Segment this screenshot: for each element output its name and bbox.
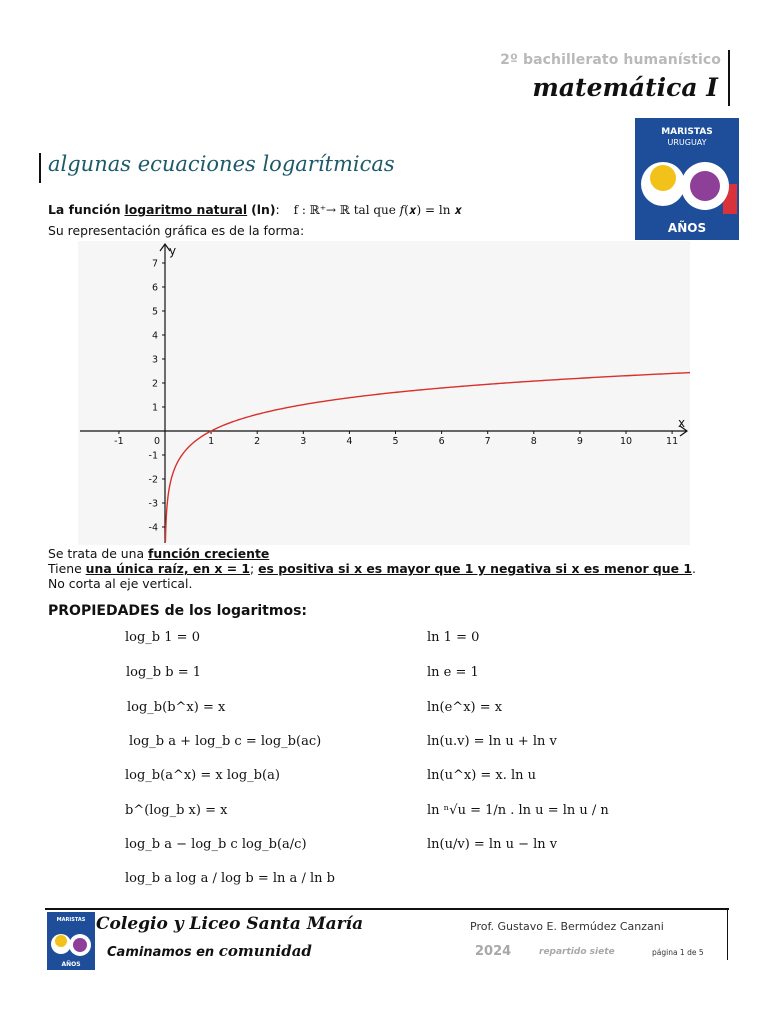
x-tick-label: 3 (300, 436, 307, 447)
x-tick-label: 10 (619, 436, 633, 447)
analysis-line-3: No corta al eje vertical. (48, 576, 193, 591)
x-tick-label: 8 (530, 436, 537, 447)
logo-anos: AÑOS (667, 221, 707, 235)
footer-logo-anos: AÑOS (61, 961, 81, 968)
y-tick-label: 7 (151, 258, 158, 270)
motto-part-a: Caminamos en (107, 945, 215, 960)
x-tick-label: 9 (576, 436, 583, 447)
y-tick-label: 5 (151, 306, 158, 318)
y-tick-label: 6 (151, 282, 158, 294)
school-motto (107, 942, 312, 960)
motto-part-b: comunidad (218, 942, 312, 960)
maristas-90-logo (635, 112, 739, 240)
analysis-line-2 (48, 561, 696, 576)
graph-caption: Su representación gráfica es de la forma: (48, 223, 305, 238)
x-tick-label: -1 (114, 436, 124, 447)
page-number: página 1 de 5 (652, 948, 704, 957)
prop-left-5: log_b(a^x) = x log_b(a) (125, 768, 280, 783)
intro-colon: : (275, 202, 280, 217)
prop-right-7: ln(u/v) = ln u − ln v (427, 837, 558, 852)
y-tick-label: -1 (148, 450, 158, 462)
school-name: Colegio y Liceo Santa María (96, 914, 364, 934)
analysis-l1-a: Se trata de una (48, 546, 149, 561)
prop-right-5: ln(u^x) = x. ln u (427, 768, 537, 783)
prop-left-3: log_b(b^x) = x (127, 700, 226, 715)
prop-left-6: b^(log_b x) = x (125, 803, 228, 818)
x-tick-label: 5 (392, 436, 399, 447)
logo-nine-yellow (650, 165, 676, 191)
analysis-l2-b: una única raíz, en x = 1 (85, 561, 251, 576)
logo-zero-purple (690, 171, 720, 201)
prop-right-6: ln ⁿ√u = 1/n . ln u = ln u / n (427, 803, 609, 818)
y-tick-label: 2 (151, 378, 158, 390)
x-axis-label: x (678, 416, 686, 430)
section-divider (39, 153, 41, 183)
prop-left-4: log_b a + log_b c = log_b(ac) (129, 734, 322, 749)
y-tick-label: -2 (148, 474, 158, 486)
section-title: algunas ecuaciones logarítmicas (48, 152, 395, 176)
prop-left-2: log_b b = 1 (126, 665, 202, 680)
footer-logo (47, 912, 95, 970)
x-tick-label: 7 (484, 436, 491, 447)
subject-title: matemática I (532, 73, 718, 102)
prop-left-8: log_b a log a / log b = ln a / ln b (125, 871, 335, 886)
intro-line (48, 202, 462, 218)
intro-fn-name: logaritmo natural (124, 202, 248, 217)
footer-divider (45, 908, 729, 910)
analysis-l2-a: Tiene (48, 561, 86, 576)
intro-fn-abbr: (ln) (251, 202, 276, 217)
prop-right-4: ln(u.v) = ln u + ln v (427, 734, 557, 749)
x-tick-label: 2 (254, 436, 261, 447)
logo-line1: MARISTAS (661, 127, 713, 137)
prop-right-3: ln(e^x) = x (427, 700, 503, 715)
prop-left-1: log_b 1 = 0 (125, 630, 200, 645)
intro-lead: La función (48, 202, 121, 217)
professor-name: Prof. Gustavo E. Bermúdez Canzani (470, 920, 664, 933)
logo-line2: URUGUAY (667, 138, 707, 147)
x-tick-label: 11 (666, 436, 679, 447)
y-tick-label: -3 (148, 498, 158, 510)
prop-left-7: log_b a − log_b c log_b(a/c) (125, 837, 307, 852)
intro-definition: f : ℝ⁺→ ℝ tal que 𝑓(𝒙) = ln 𝒙 (293, 203, 462, 217)
year-label: 2024 (475, 944, 512, 959)
x-tick-label: 1 (208, 436, 215, 447)
x-tick-label: 4 (346, 436, 353, 447)
handout-label: repartido siete (539, 947, 615, 957)
footer-vertical-divider (727, 908, 728, 960)
footer-logo-line1: MARISTAS (56, 917, 86, 923)
analysis-l2-e: . (691, 561, 696, 576)
course-label: 2º bachillerato humanístico (500, 52, 721, 68)
y-axis-label: y (169, 244, 177, 258)
ln-chart (78, 241, 690, 545)
y-tick-label: 3 (151, 354, 158, 366)
x-tick-label: 6 (438, 436, 445, 447)
analysis-l1-b: función creciente (148, 546, 270, 561)
analysis-line-1 (48, 546, 269, 561)
properties-title: PROPIEDADES de los logaritmos: (48, 603, 308, 619)
y-tick-label: 4 (151, 330, 158, 342)
x-tick-label: 0 (153, 436, 161, 447)
y-tick-label: 1 (151, 402, 158, 414)
prop-right-1: ln 1 = 0 (427, 630, 480, 645)
analysis-l2-d: es positiva si x es mayor que 1 y negativa si x es menor que 1 (258, 561, 692, 576)
y-tick-label: -4 (148, 522, 158, 534)
header-divider (728, 50, 730, 106)
analysis-l2-c: ; (250, 561, 259, 576)
prop-right-2: ln e = 1 (427, 665, 479, 680)
